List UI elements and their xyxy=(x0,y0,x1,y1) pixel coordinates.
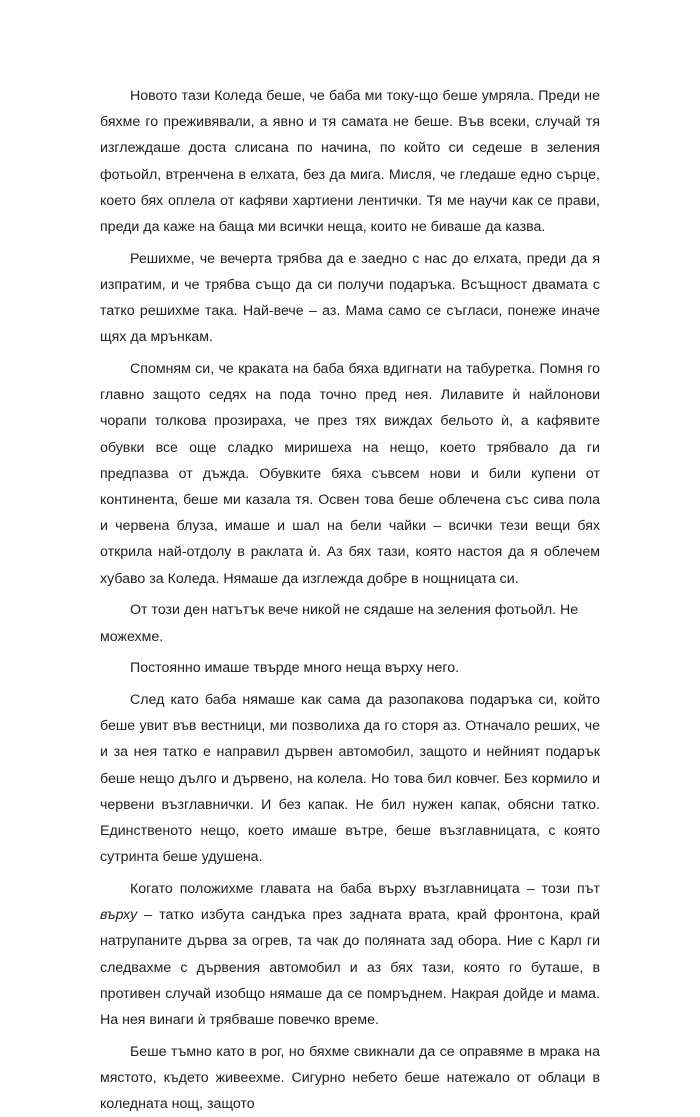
paragraph-2: Решихме, че вечерта трябва да е заедно с нас до елхата, преди да я изпратим, и че трябва също да си получи подаръка. Всъщност двамата с татко решихме така. Най-вече – аз. Мама само се съгласи, понеже иначе щях да мрънкам. xyxy=(100,250,600,346)
paragraph-7-after: – татко избута сандъка през задната врата, край фронтона, край натрупаните дърва за огрев, та чак до поляната зад обора. Ние с Карл ги следвахме с дървения автомобил и аз бях тази, която го буташе, в противен случай изобщо нямаше да се помръднем. Накрая дойде и мама. На нея винаги ѝ трябваше повечко време. xyxy=(100,907,600,1028)
paragraph-7 xyxy=(100,876,600,1033)
paragraph-7-before: Когато положихме главата на баба върху възглавницата – този път xyxy=(130,880,600,897)
paragraph-4: От този ден натътък вече никой не сядаше на зеления фотьойл. Не можехме. xyxy=(100,602,579,645)
paragraph-3: Спомням си, че краката на баба бяха вдигнати на табуретка. Помня го главно защото седях на пода точно пред нея. Лилавите ѝ найлонови чорапи толкова прозираха, че през тях виждах бельото ѝ, а кафявите обувки все още сладко миришеха на нещо, което трябвало да ги предпазва от дъжда. Обувките бяха съвсем нови и били купени от континента, беше ми казала тя. Освен това беше облечена със сива пола и червена блуза, имаше и шал на бели чайки – всички тези вещи бях открила най-отдолу в раклата ѝ. Аз бях тази, която настоя да я облечем хубаво за Коледа. Нямаше да изглежда добре в нощницата си. xyxy=(100,361,600,587)
paragraph-7-italic: върху xyxy=(100,907,138,924)
paragraph-6: След като баба нямаше как сама да разопакова подаръка си, който беше увит във вестници, ми позволиха да го сторя аз. Отначало реших, че и за нея татко е направил дървен автомобил, защото и нейният подарък беше нещо дълго и дървено, на колела. Но това бил ковчег. Без кормило и червени възглавнички. И без капак. Не бил нужен капак, обясни татко. Единственото нещо, което имаше вътре, беше възглавницата, с която сутринта беше удушена. xyxy=(100,691,600,866)
paragraph-5: Постоянно имаше твърде много неща върху него. xyxy=(130,660,460,677)
paragraph-1: Новото тази Коледа беше, че баба ми току-що беше умряла. Преди не бяхме го преживявали, а явно и тя самата не беше. Във всеки, случай тя изглеждаше доста слисана по начина, по който си седеше в зеления фотьойл, втренчена в елхата, без да мига. Мисля, че гледаше едно сърце, което бях оплела от кафяви хартиени лентички. Тя ме научи как се прави, преди да каже на баща ми всички неща, които не биваше да казва. xyxy=(100,88,600,236)
paragraph-8: Беше тъмно като в рог, но бяхме свикнали да се оправяме в мрака на мястото, където живеехме. Сигурно небето беше натежало от облаци в коледната нощ, защото xyxy=(100,1043,600,1113)
